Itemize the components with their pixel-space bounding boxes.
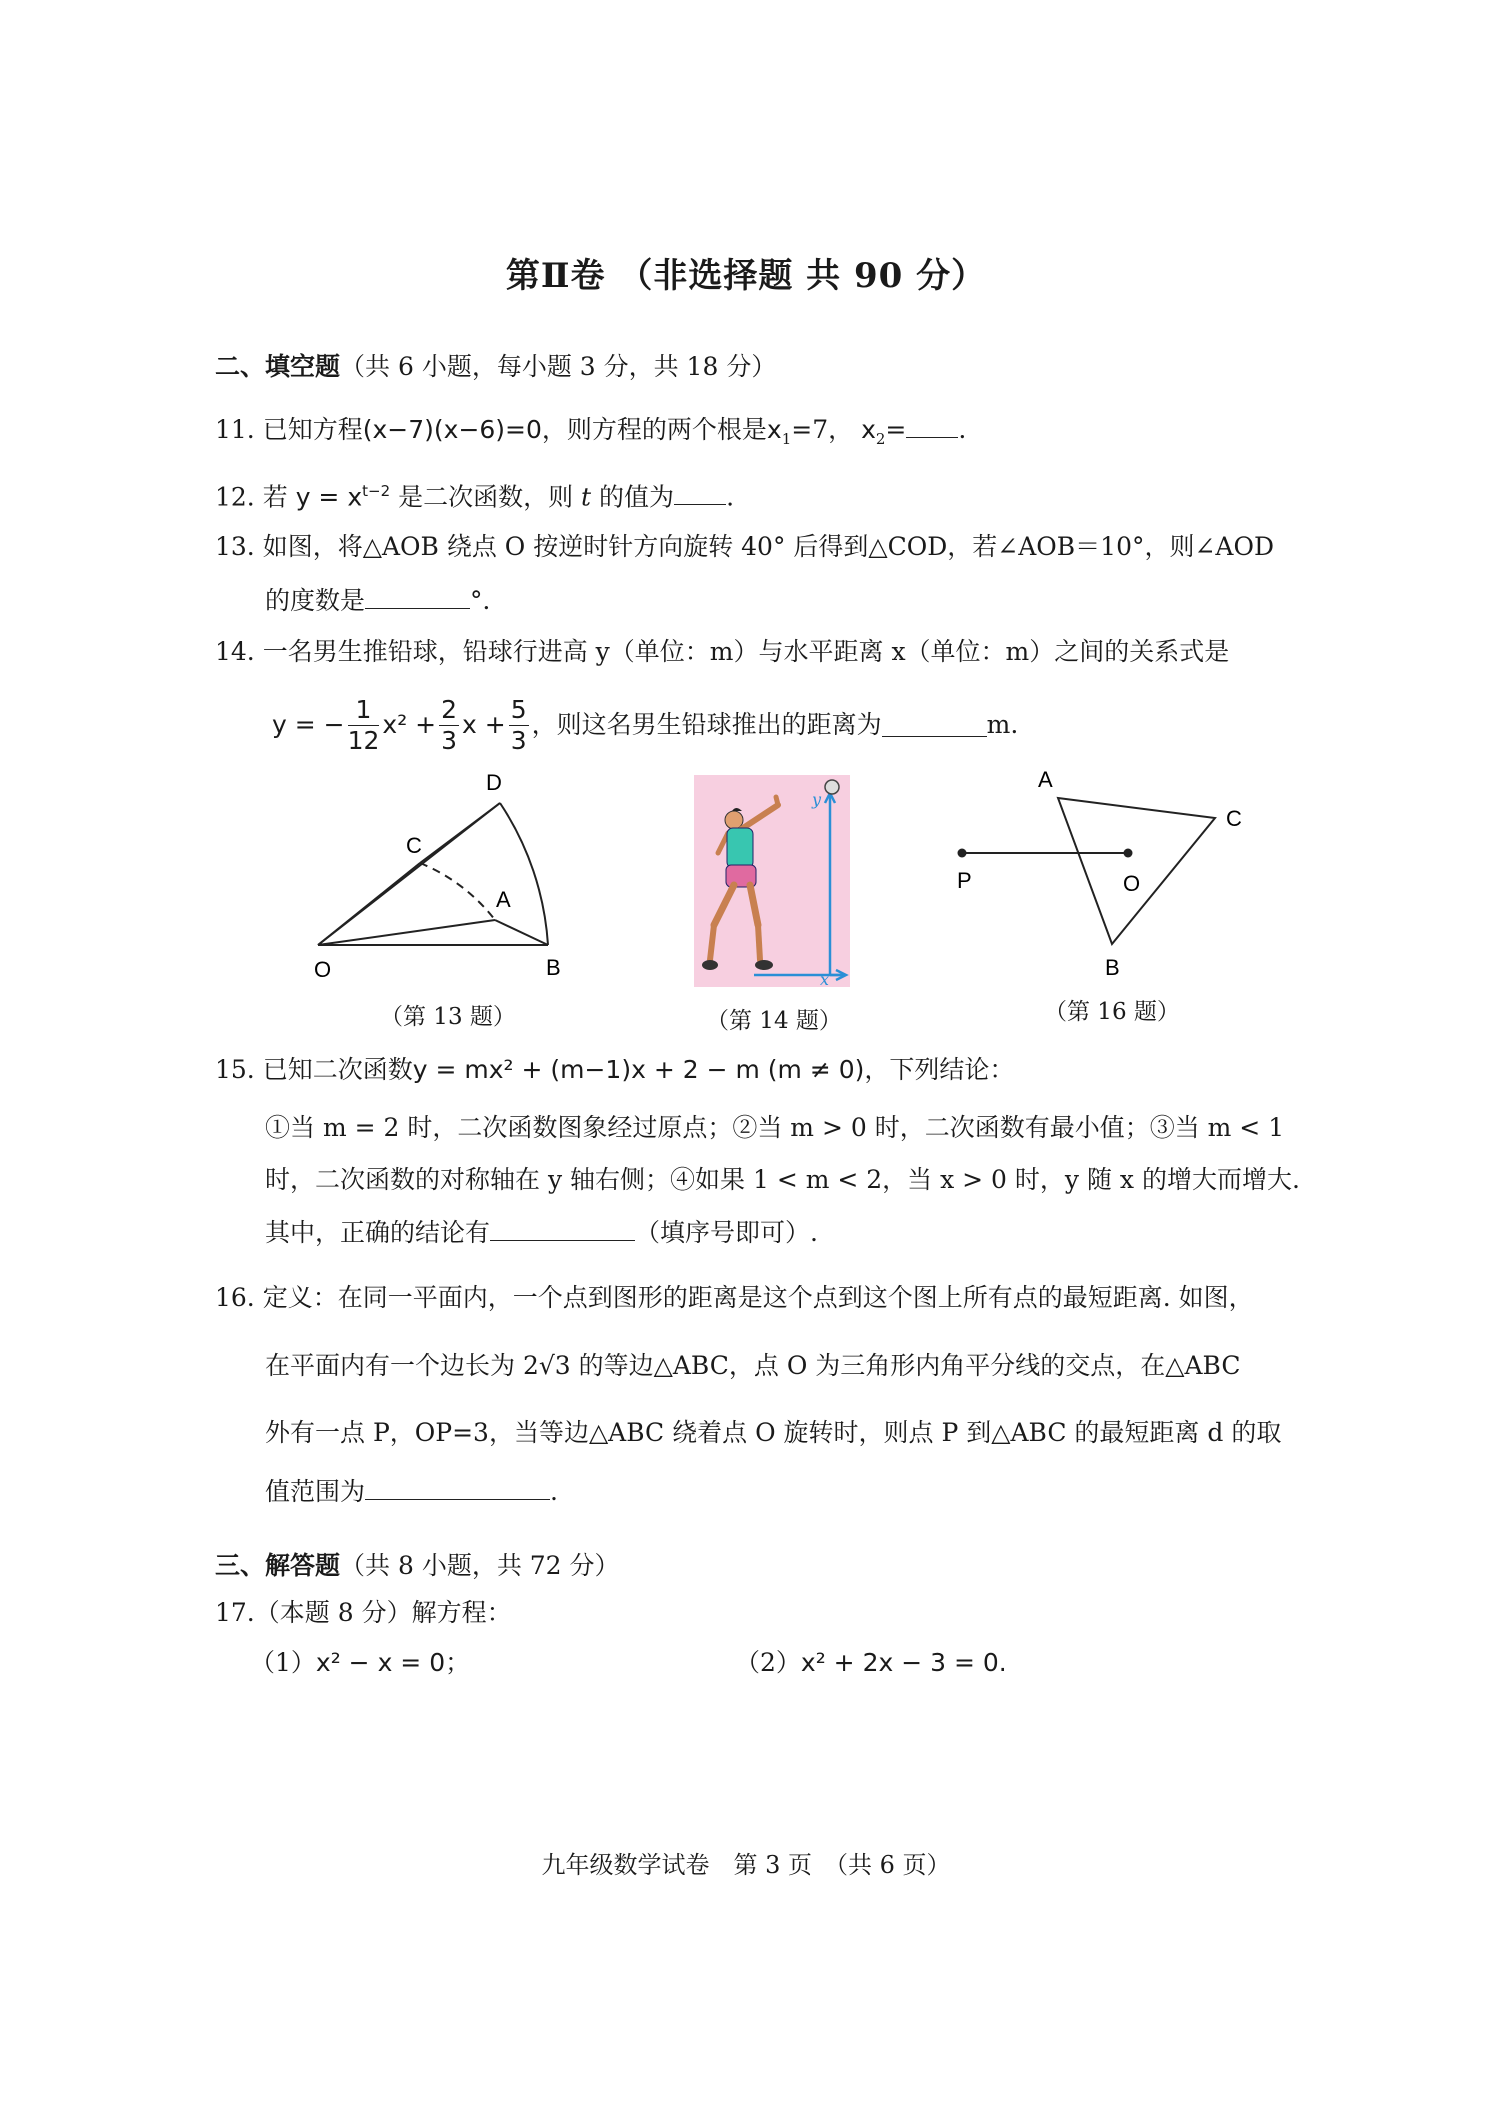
fig13-label-D: D xyxy=(486,770,502,795)
q16-line1: 定义：在同一平面内，一个点到图形的距离是这个点到这个图上所有点的最短距离. 如图， xyxy=(262,1283,1254,1312)
q14-f2-denominator: 3 xyxy=(441,725,458,755)
q15-line1-post: ，下列结论： xyxy=(864,1055,1015,1084)
q12-equation-base: y = x xyxy=(295,482,363,512)
fig16-label-C: C xyxy=(1226,806,1242,831)
q16-line3: 外有一点 P，OP=3，当等边△ABC 绕着点 O 旋转时，则点 P 到△ABC 的最短距离 d 的取 xyxy=(265,1418,1282,1447)
q11-middle: ，则方程的两个根是 xyxy=(541,415,767,444)
q16-answer-blank[interactable] xyxy=(365,1477,550,1500)
q15-line3: 时，二次函数的对称轴在 y 轴右侧；④如果 1 < m < 2，当 x > 0 时，y 随 x 的增大而增大. xyxy=(265,1165,1300,1194)
q14-answer-blank[interactable] xyxy=(882,714,987,737)
fig14-caption: （第 14 题） xyxy=(706,1008,842,1034)
q16-line4-prefix: 值范围为 xyxy=(265,1477,366,1506)
fig13-arc-BD xyxy=(500,803,548,945)
fig16-point-P xyxy=(958,849,967,858)
q17-part2-label: （2） xyxy=(735,1648,801,1677)
q12-post: 的值为 xyxy=(599,482,675,512)
q14-f1-denominator: 12 xyxy=(347,725,380,755)
fig14-label-y: y xyxy=(812,790,822,809)
q13-number: 13. xyxy=(215,532,255,561)
q14-term-1: x² + xyxy=(382,710,437,739)
q14-line1: 一名男生推铅球，铅球行进高 y（单位：m）与水平距离 x（单位：m）之间的关系式是 xyxy=(262,637,1230,666)
q14-number: 14. xyxy=(215,637,255,666)
q12-answer-blank[interactable] xyxy=(674,482,726,505)
q11-x2-sub: 2 xyxy=(875,430,886,448)
q13-answer-blank[interactable] xyxy=(365,586,470,609)
q11-answer-blank[interactable] xyxy=(906,415,958,438)
q15-line4-post: （填序号即可）. xyxy=(635,1218,818,1247)
q16-line4-post: . xyxy=(550,1477,558,1506)
fig16-label-P: P xyxy=(957,868,972,893)
q12-number: 12. xyxy=(215,482,255,512)
section-3-note: （共 8 小题，共 72 分） xyxy=(340,1551,620,1580)
q14-eq-start: y = − xyxy=(272,710,345,739)
question-12 xyxy=(215,475,734,513)
q15-answer-blank[interactable] xyxy=(490,1218,635,1241)
figure-16 xyxy=(945,762,1245,987)
section-2-heading xyxy=(215,347,776,383)
fig13-label-C: C xyxy=(406,833,422,858)
q15-line4-prefix: 其中，正确的结论有 xyxy=(265,1218,491,1247)
q17-number: 17. xyxy=(215,1598,255,1627)
q16-line4 xyxy=(265,1476,558,1508)
question-16 xyxy=(215,1282,1254,1314)
q16-line2: 在平面内有一个边长为 2√3 的等边△ABC，点 O 为三角形内角平分线的交点，在△ABC xyxy=(265,1351,1241,1380)
q15-line4 xyxy=(265,1217,818,1249)
question-13 xyxy=(215,531,1274,563)
q15-line1-equation: y = mx² + (m−1)x + 2 − m (m ≠ 0) xyxy=(412,1055,865,1084)
q14-fraction-3 xyxy=(509,695,529,756)
q12-variable: t xyxy=(581,482,592,512)
q11-x1: x xyxy=(766,415,782,444)
q12-prefix: 若 xyxy=(262,482,288,512)
fig16-label-A: A xyxy=(1038,767,1053,792)
fig13-seg-AB xyxy=(495,920,548,945)
page-title: 第Ⅱ卷 （非选择题 共 90 分） xyxy=(505,256,987,296)
q17-part-2 xyxy=(735,1647,1007,1679)
section-2-title: 二、填空题 xyxy=(215,352,341,381)
fig13-label-B: B xyxy=(546,955,561,980)
section-3-title: 三、解答题 xyxy=(215,1551,341,1580)
question-17 xyxy=(215,1597,512,1629)
q12-equation-exponent: t−2 xyxy=(362,482,391,500)
q14-term-2: x + xyxy=(462,710,506,739)
q15-number: 15. xyxy=(215,1055,255,1084)
q11-prefix: 已知方程 xyxy=(262,415,363,444)
question-14 xyxy=(215,636,1229,668)
fig16-point-O xyxy=(1124,849,1133,858)
question-15 xyxy=(215,1054,1014,1086)
section-3-heading xyxy=(215,1546,620,1582)
fig16-label-O: O xyxy=(1123,871,1141,896)
q17-part2-equation: x² + 2x − 3 = 0. xyxy=(800,1648,1007,1677)
fig14-label-x: x xyxy=(820,970,830,987)
q11-end: . xyxy=(958,415,967,444)
fig13-label-A: A xyxy=(496,887,511,912)
q17-part-1 xyxy=(250,1647,470,1679)
fig13-label-O: O xyxy=(314,957,332,982)
fig13-arc-AC xyxy=(420,863,495,920)
q11-x1-value: =7， xyxy=(791,415,854,444)
q11-x2: x xyxy=(861,415,876,444)
q17-intro: （本题 8 分）解方程： xyxy=(254,1598,512,1627)
question-11 xyxy=(215,414,966,455)
fig13-seg-CD xyxy=(420,803,500,863)
q14-f3-denominator: 3 xyxy=(510,725,527,755)
page-footer: 九年级数学试卷 第 3 页 （共 6 页） xyxy=(541,1851,951,1879)
q14-unit: m. xyxy=(986,710,1019,739)
q11-x1-sub: 1 xyxy=(781,430,792,448)
q17-part1-label: （1） xyxy=(250,1648,316,1677)
question-13-line2 xyxy=(265,585,508,617)
q17-part1-equation: x² − x = 0； xyxy=(315,1648,471,1677)
q14-f1-numerator: 1 xyxy=(348,695,380,726)
q15-line1-prefix: 已知二次函数 xyxy=(262,1055,413,1084)
q12-end: . xyxy=(726,482,735,512)
q16-number: 16. xyxy=(215,1283,255,1312)
fig16-label-B: B xyxy=(1105,955,1120,980)
q14-f3-numerator: 5 xyxy=(510,694,527,724)
fig13-caption: （第 13 题） xyxy=(380,1004,516,1030)
q15-line2: ①当 m = 2 时，二次函数图象经过原点；②当 m > 0 时，二次函数有最小值；③当 m < 1 xyxy=(265,1113,1285,1142)
q11-equation: (x−7)(x−6)=0 xyxy=(362,415,542,444)
q14-fraction-1 xyxy=(348,695,380,756)
q14-f2-numerator: 2 xyxy=(441,694,458,724)
q12-middle: 是二次函数，则 xyxy=(398,482,574,512)
fig14-shot-ball xyxy=(825,780,839,794)
q11-x2-eq: = xyxy=(885,415,907,444)
q14-post: ，则这名男生铅球推出的距离为 xyxy=(531,710,882,739)
q14-fraction-2 xyxy=(439,695,459,756)
q14-equation xyxy=(272,690,1018,760)
section-2-note: （共 6 小题，每小题 3 分，共 18 分） xyxy=(340,352,777,381)
q13-line2-post: °． xyxy=(470,586,508,615)
figure-14 xyxy=(694,775,850,987)
q13-line1: 如图，将△AOB 绕点 O 按逆时针方向旋转 40° 后得到△COD，若∠AOB＝10°，则∠AOD xyxy=(262,532,1275,561)
q11-number: 11. xyxy=(215,415,255,444)
q13-line2-prefix: 的度数是 xyxy=(265,586,366,615)
fig16-caption: （第 16 题） xyxy=(1044,999,1180,1025)
figure-13 xyxy=(300,765,590,990)
